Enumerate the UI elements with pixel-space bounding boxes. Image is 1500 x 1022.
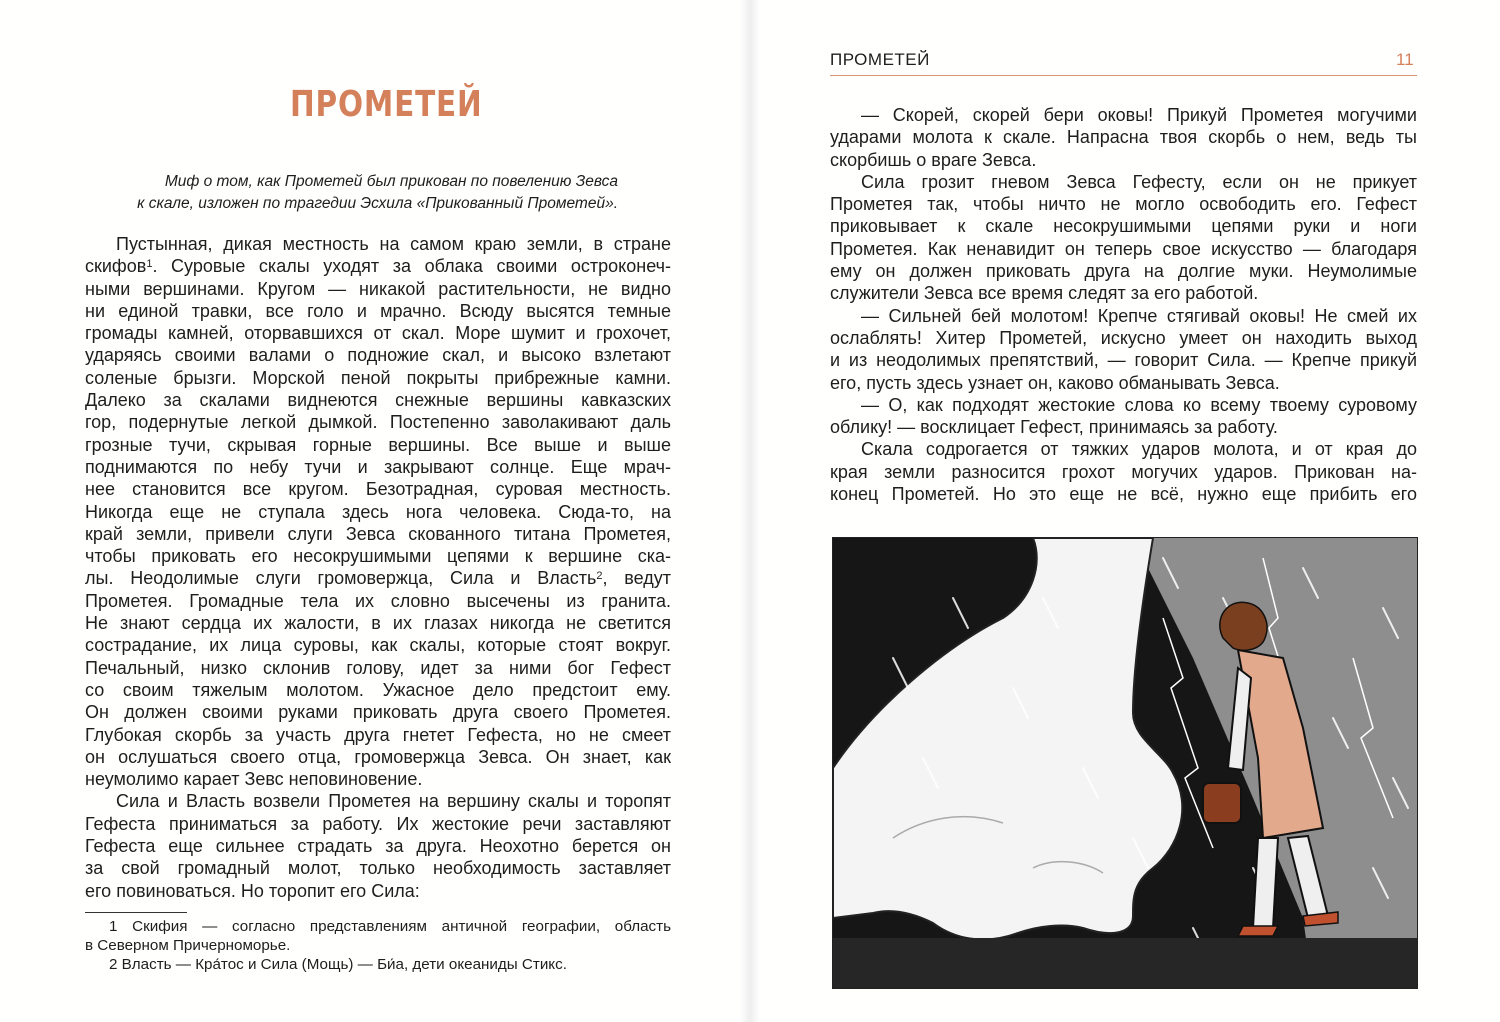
text-line: сострадание, их лица суровы, как скалы, которые стоят вокруг.: [85, 635, 671, 656]
text-line: — О, как подходят жестокие слова ко всему твоему суровому: [861, 394, 1417, 415]
text-line: нее становится все кругом. Безотрадная, суровая местность.: [85, 479, 671, 500]
text-line: ни единой травки, все голо и мрачно. Всюду высятся темные: [85, 300, 671, 321]
text-line: он ослушаться своего отца, громовержца Зевса. Он знает, как: [85, 746, 671, 767]
text-line: Далеко за скалами виднеются снежные вершины кавказских: [85, 390, 671, 411]
text-line: громады камней, оторвавшихся от скал. Море шумит и грохочет,: [85, 323, 671, 344]
text-line: Прометея. Как ненавидит он теперь свое искусство — благодаря: [830, 238, 1417, 259]
text-line: и из неодолимых препятствий, — говорит Сила. — Крепче прикуй: [830, 350, 1417, 371]
text-line: ударами молота к скале. Напрасна твоя скорбь о нем, ведь ты: [830, 127, 1417, 148]
text-line: Никогда еще не ступала здесь нога человека. Сюда-то, на: [85, 501, 671, 522]
text-line: гор, подернутые легкой дымкой. Постепенно заволакивают даль: [85, 412, 671, 433]
text-line: грозные тучи, скрывая горные вершины. Все выше и выше: [85, 434, 671, 455]
epigraph-line: к скале, изложен по трагедии Эсхила «Прикованный Прометей».: [137, 195, 618, 212]
chapter-title: ПРОМЕТЕЙ: [290, 84, 483, 125]
book-gutter: [740, 0, 760, 1022]
running-head: ПРОМЕТЕЙ: [830, 50, 930, 69]
ground: [833, 938, 1417, 988]
footnote-1: 1 Скифия — согласно представлениям античной географии, область: [109, 918, 671, 935]
text-line: ными вершинами. Кругом — никакой растительности, не видно: [85, 278, 671, 299]
epigraph-line: Миф о том, как Прометей был прикован по повелению Зевса: [164, 173, 618, 190]
text-line: ударяясь своими валами о подножие скал, и высоко взлетают: [85, 345, 671, 366]
footnote-1-cont: в Северном Причерноморье.: [85, 937, 291, 954]
text-line: края земли разносится грохот могучих ударов. Прикован на-: [830, 461, 1417, 482]
footnote-ref-2[interactable]: 2: [596, 570, 603, 583]
text-line: приковывает к скале несокрушимыми цепями руки и ноги: [830, 216, 1417, 237]
text-line: со своим тяжелым молотом. Ужасное дело предстоит ему.: [85, 679, 671, 700]
text-line: его, пусть здесь узнает он, каково обманывать Зевса.: [830, 372, 1280, 393]
text-line: облику! — восклицает Гефест, принимаясь за работу.: [830, 417, 1278, 438]
text-line: ему он должен приковать друга на долгие муки. Неумолимые: [830, 261, 1417, 282]
text-line: Не знают сердца их жалости, в их глазах никогда не светится: [85, 613, 671, 634]
text-line: скифов$^1$. Суровые скалы уходят за облака своими остроконеч-: [85, 256, 671, 277]
text-line: за свой громадный молот, только необходимость заставляет: [85, 858, 671, 879]
text-line: скорбишь о враге Зевса.: [830, 149, 1037, 170]
hammer-icon: [1203, 783, 1241, 823]
text-line: чтобы приковать его несокрушимыми цепями к вершине ска-: [85, 546, 671, 567]
right-body-text: [830, 104, 1417, 505]
text-line: поднимаются по небу тучи и закрывают солнце. Еще мрач-: [85, 456, 671, 477]
text-line: ослаблять! Хитер Прометей, искусно умеет он находить выход: [830, 327, 1417, 348]
text-line: лы. Неодолимые слуги громовержца, Сила и Власть$^2$, ведут: [85, 568, 671, 589]
text-line: — Скорей, скорей бери оковы! Прикуй Прометея могучими: [861, 105, 1417, 125]
text-line: его повиноваться. Но торопит его Сила:: [85, 880, 420, 901]
header-rule: [830, 75, 1417, 76]
text-line: — Сильней бей молотом! Крепче стягивай оковы! Не смей их: [861, 305, 1417, 326]
prometheus-illustration: [832, 537, 1418, 989]
text-line: Прометея. Громадные тела их словно высечены из гранита.: [85, 590, 671, 611]
footnote-divider: [85, 912, 187, 913]
text-line: Он должен своими руками приковать друга своего Прометея.: [85, 702, 671, 723]
page-number: 11: [1396, 50, 1414, 69]
epigraph: [110, 171, 618, 215]
text-line: Пустынная, дикая местность на самом краю земли, в стране: [116, 234, 671, 254]
text-line: Печальный, низко склонив голову, идет за ними бог Гефест: [85, 657, 671, 678]
footnote-2: 2 Власть — Кра́тос и Сила (Мощь) — Би́а, дети океаниды Стикс.: [109, 956, 567, 973]
text-line: служители Зевса все время следят за его работой.: [830, 283, 1259, 304]
text-line: Прометея так, чтобы ничто не могло освободить его. Гефест: [830, 194, 1417, 215]
left-body-text: [85, 233, 671, 902]
text-line: Сила и Власть возвели Прометея на вершину скалы и торопят: [116, 791, 671, 812]
text-line: конец Прометей. Но это еще не всё, нужно еще прибить его: [830, 484, 1417, 505]
text-line: соленые брызги. Морской пеной покрыты прибрежные камни.: [85, 367, 671, 388]
text-line: Глубокая скорбь за участь друга гнетет Гефеста, но не смеет: [85, 724, 671, 745]
text-line: Скала содрогается от тяжких ударов молота, и от края до: [861, 439, 1417, 460]
text-line: Сила грозит гневом Зевса Гефесту, если он не прикует: [861, 171, 1417, 192]
text-line: неумолимо карает Зевс неповиновение.: [85, 769, 423, 790]
text-line: Гефеста еще сильнее страдать за друга. Неохотно берется он: [85, 836, 671, 857]
footnotes: [85, 917, 671, 974]
text-line: Гефеста приниматься за работу. Их жестокие речи заставляют: [85, 813, 671, 834]
footnote-ref-1[interactable]: 1: [146, 258, 153, 271]
text-line: край земли, привели слуги Зевса скованного титана Прометея,: [85, 523, 671, 544]
